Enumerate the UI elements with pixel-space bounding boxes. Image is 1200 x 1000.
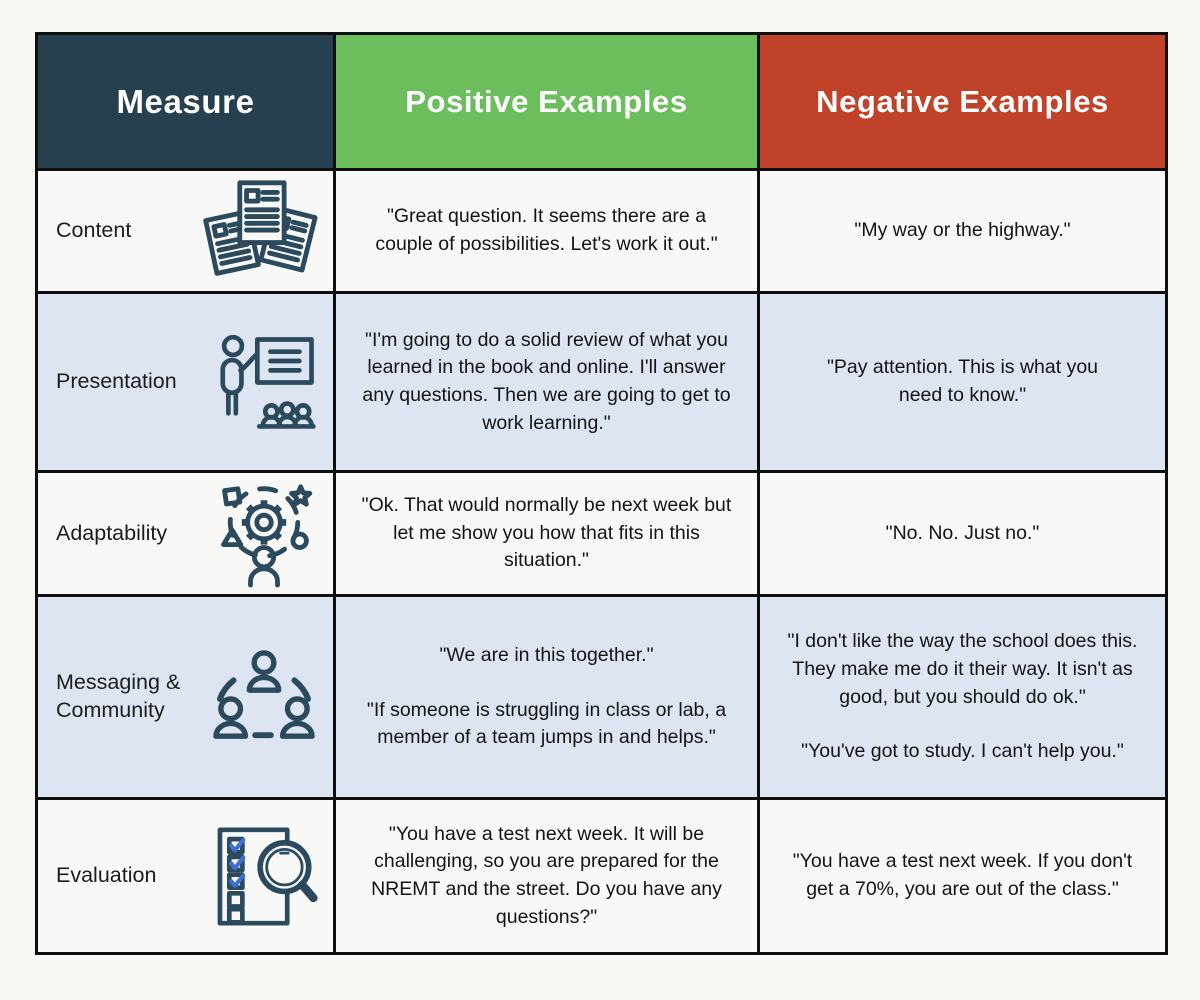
measure-label: Messaging & Community bbox=[56, 670, 181, 722]
header-negative-examples: Negative Examples bbox=[759, 34, 1167, 170]
measure-cell-adaptability bbox=[37, 472, 335, 596]
negative-example-cell bbox=[759, 596, 1167, 799]
positive-example-cell bbox=[335, 170, 759, 293]
checklist-magnifier-icon bbox=[205, 824, 319, 929]
documents-icon bbox=[203, 177, 319, 285]
quote-text: "I don't like the way the school does this. They make me do it their way. It isn't as good, but you should do ok." bbox=[787, 630, 1138, 708]
measure-cell-evaluation bbox=[37, 799, 335, 954]
measure-cell-messaging-community bbox=[37, 596, 335, 799]
negative-example-cell bbox=[759, 170, 1167, 293]
measure-cell-content bbox=[37, 170, 335, 293]
quote-text: "I'm going to do a solid review of what you learned in the book and online. I'll answer any questions. Then we are going to get to work learning." bbox=[362, 328, 731, 434]
gear-person-icon bbox=[209, 480, 319, 588]
quote-text: "If someone is struggling in class or lab, a member of a team jumps in and helps." bbox=[366, 698, 727, 749]
quote-text: "Pay attention. This is what you need to know." bbox=[826, 356, 1099, 406]
quote-text: "Great question. It seems there are a couple of possibilities. Let's work it out." bbox=[375, 205, 718, 255]
measure-label: Content bbox=[56, 218, 132, 243]
measure-cell-presentation bbox=[37, 293, 335, 472]
table-row-evaluation bbox=[37, 799, 1167, 954]
quote-text: "Ok. That would normally be next week but let me show you how that fits in this situation." bbox=[361, 493, 732, 572]
header-measure: Measure bbox=[37, 34, 335, 170]
table-row-presentation bbox=[37, 293, 1167, 472]
table-row-adaptability bbox=[37, 472, 1167, 596]
table-row-messaging-community bbox=[37, 596, 1167, 799]
presenter-whiteboard-icon bbox=[205, 332, 319, 433]
positive-example-cell bbox=[335, 799, 759, 954]
measure-label: Adaptability bbox=[56, 520, 168, 545]
positive-example-cell bbox=[335, 596, 759, 799]
quote-text: "My way or the highway." bbox=[854, 219, 1071, 242]
team-network-icon bbox=[209, 648, 319, 746]
table-row-content bbox=[37, 170, 1167, 293]
positive-example-cell bbox=[335, 293, 759, 472]
measure-label: Evaluation bbox=[56, 863, 157, 888]
negative-example-cell bbox=[759, 472, 1167, 596]
quote-text: "No. No. Just no." bbox=[885, 521, 1040, 544]
positive-example-cell bbox=[335, 472, 759, 596]
negative-example-cell bbox=[759, 293, 1167, 472]
header-positive-examples: Positive Examples bbox=[335, 34, 759, 170]
header-row bbox=[37, 34, 1167, 170]
negative-example-cell bbox=[759, 799, 1167, 954]
measure-label: Presentation bbox=[56, 369, 177, 394]
comparison-table bbox=[35, 32, 1168, 955]
quote-text: "You have a test next week. It will be challenging, so you are prepared for the NREMT and the street. Do you have any questions?" bbox=[371, 822, 722, 928]
quote-text: "You have a test next week. If you don't get a 70%, you are out of the class." bbox=[792, 850, 1133, 900]
quote-text: "We are in this together." bbox=[439, 643, 654, 666]
quote-text: "You've got to study. I can't help you." bbox=[801, 740, 1124, 763]
